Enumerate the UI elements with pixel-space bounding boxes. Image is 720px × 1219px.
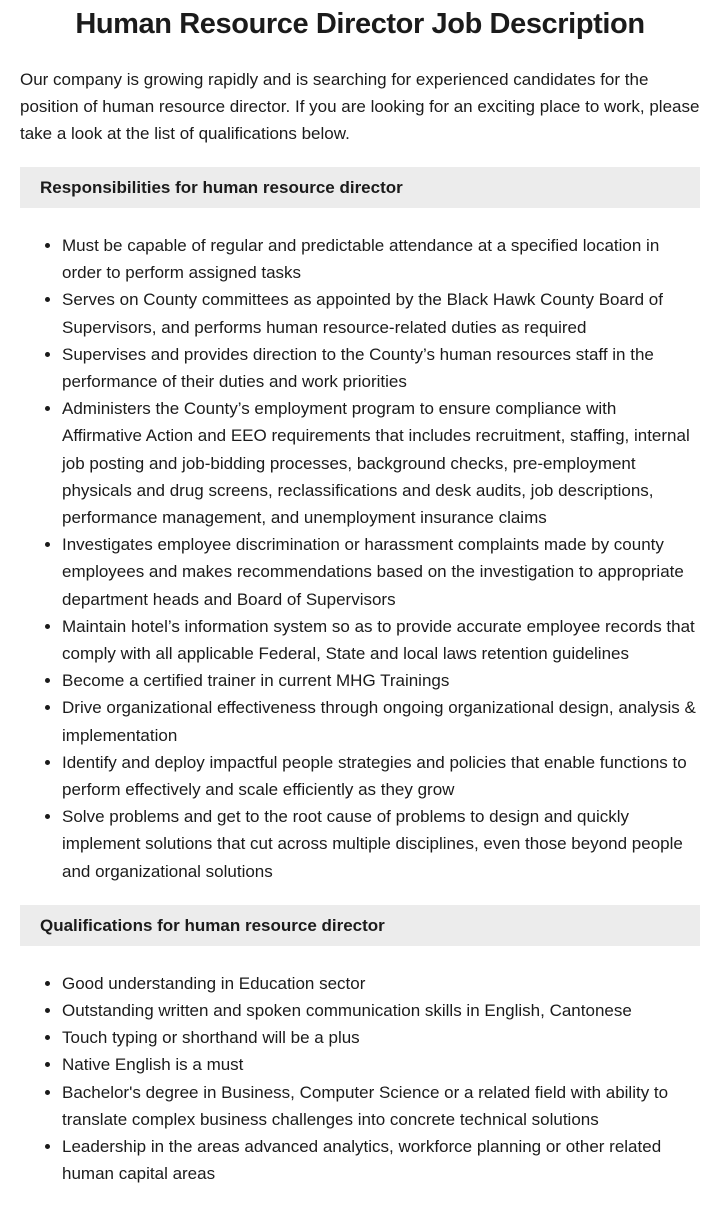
responsibilities-item: Must be capable of regular and predictable attendance at a specified location in order to perform assigned tasks: [62, 232, 700, 286]
responsibilities-list: [20, 232, 700, 885]
qualifications-item: Good understanding in Education sector: [62, 970, 700, 997]
section-heading-responsibilities: Responsibilities for human resource director: [20, 167, 700, 208]
intro-paragraph: Our company is growing rapidly and is searching for experienced candidates for the position of human resource director. If you are looking for an exciting place to work, please take a look at the list of qualifications below.: [20, 70, 700, 143]
qualifications-item: Bachelor's degree in Business, Computer Science or a related field with ability to translate complex business challenges into concrete technical solutions: [62, 1079, 700, 1133]
responsibilities-item: Investigates employee discrimination or harassment complaints made by county employees and makes recommendations based on the investigation to appropriate department heads and Board of Supervisors: [62, 531, 700, 613]
section-qualifications: [0, 905, 720, 1188]
qualifications-item: Native English is a must: [62, 1051, 700, 1078]
sections-container: [0, 167, 720, 1188]
qualifications-item: Touch typing or shorthand will be a plus: [62, 1024, 700, 1051]
responsibilities-item: Solve problems and get to the root cause of problems to design and quickly implement solutions that cut across multiple disciplines, even those beyond people and organizational solutions: [62, 803, 700, 885]
responsibilities-item: Maintain hotel’s information system so as to provide accurate employee records that comply with all applicable Federal, State and local laws retention guidelines: [62, 613, 700, 667]
responsibilities-item: Drive organizational effectiveness through ongoing organizational design, analysis & implementation: [62, 694, 700, 748]
responsibilities-item: Become a certified trainer in current MHG Trainings: [62, 667, 700, 694]
responsibilities-item: Identify and deploy impactful people strategies and policies that enable functions to perform effectively and scale efficiently as they grow: [62, 749, 700, 803]
section-heading-qualifications: Qualifications for human resource director: [20, 905, 700, 946]
responsibilities-item: Serves on County committees as appointed by the Black Hawk County Board of Supervisors, and performs human resource-related duties as required: [62, 286, 700, 340]
page-title: Human Resource Director Job Description: [75, 8, 645, 40]
responsibilities-item: Supervises and provides direction to the County’s human resources staff in the performance of their duties and work priorities: [62, 341, 700, 395]
section-responsibilities: [0, 167, 720, 885]
qualifications-item: Leadership in the areas advanced analytics, workforce planning or other related human capital areas: [62, 1133, 700, 1187]
qualifications-list: [20, 970, 700, 1188]
qualifications-item: Outstanding written and spoken communication skills in English, Cantonese: [62, 997, 700, 1024]
responsibilities-item: Administers the County’s employment program to ensure compliance with Affirmative Action and EEO requirements that includes recruitment, staffing, internal job posting and job-bidding processes, background checks, pre-employment physicals and drug screens, reclassifications and desk audits, job descriptions, performance management, and unemployment insurance claims: [62, 395, 700, 531]
